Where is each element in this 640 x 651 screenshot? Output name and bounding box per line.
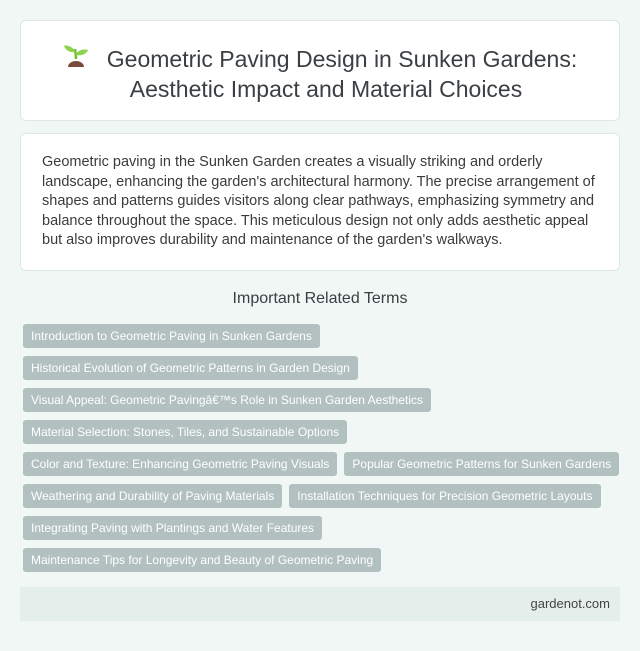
- term-tag[interactable]: Introduction to Geometric Paving in Sunken Gardens: [23, 324, 320, 348]
- title-card: [20, 20, 620, 121]
- related-terms-list: [23, 324, 620, 572]
- page-title: [21, 43, 619, 104]
- term-tag[interactable]: Maintenance Tips for Longevity and Beauty of Geometric Paving: [23, 548, 381, 572]
- term-tag[interactable]: Color and Texture: Enhancing Geometric Paving Visuals: [23, 452, 337, 476]
- term-tag[interactable]: Popular Geometric Patterns for Sunken Gardens: [344, 452, 619, 476]
- sprout-icon: [63, 43, 89, 71]
- term-tag[interactable]: Installation Techniques for Precision Geometric Layouts: [289, 484, 600, 508]
- footer: [20, 587, 620, 621]
- term-tag[interactable]: Historical Evolution of Geometric Patterns in Garden Design: [23, 356, 358, 380]
- term-tag[interactable]: Integrating Paving with Plantings and Water Features: [23, 516, 322, 540]
- term-tag[interactable]: Visual Appeal: Geometric Pavingâ€™s Role in Sunken Garden Aesthetics: [23, 388, 431, 412]
- footer-site-link[interactable]: gardenot.com: [530, 596, 610, 611]
- description-text: Geometric paving in the Sunken Garden creates a visually striking and orderly landscape, enhancing the garden's architectural harmony. The precise arrangement of shapes and patterns guides visitors along clear pathways, emphasizing symmetry and balance throughout the space. This meticulous design not only adds aesthetic appeal but also improves durability and maintenance of the garden's walkways.: [42, 154, 595, 249]
- term-tag[interactable]: Material Selection: Stones, Tiles, and Sustainable Options: [23, 420, 347, 444]
- related-terms-heading: Important Related Terms: [232, 290, 408, 307]
- description-card: [20, 133, 620, 271]
- title-line-1: Geometric Paving Design in Sunken Gardens:: [106, 46, 578, 72]
- term-tag[interactable]: Weathering and Durability of Paving Materials: [23, 484, 282, 508]
- title-line-2: Aesthetic Impact and Material Choices: [129, 76, 523, 102]
